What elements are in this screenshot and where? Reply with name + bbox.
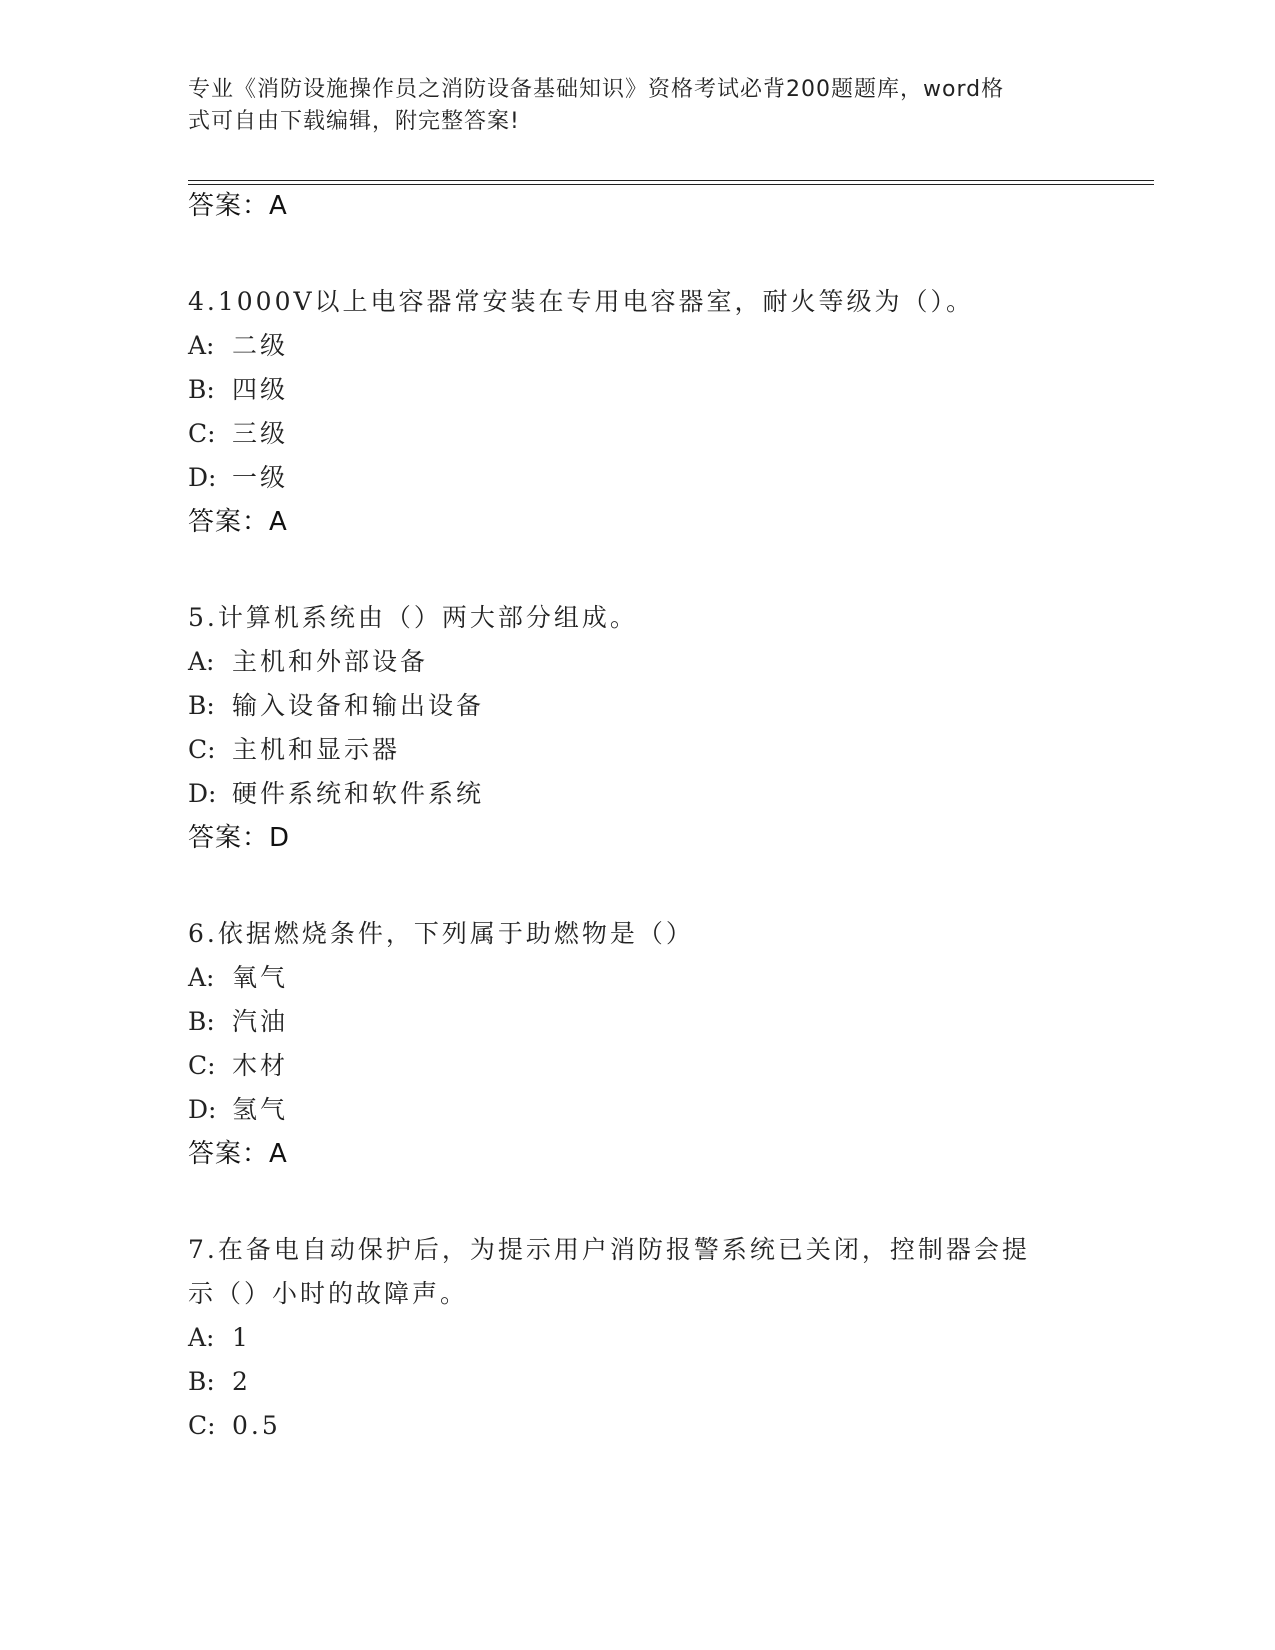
- option-letter: A:: [188, 647, 215, 676]
- question-5-stem: 5.计算机系统由（）两大部分组成。: [188, 603, 638, 632]
- previous-answer: 答案：A: [188, 191, 288, 221]
- question-5-option-c: [188, 734, 400, 766]
- document-header: [188, 74, 1068, 138]
- option-letter: B:: [188, 1007, 215, 1036]
- option-text: 硬件系统和软件系统: [232, 779, 485, 808]
- question-7-stem-line-2: 示（）小时的故障声。: [188, 1279, 469, 1308]
- question-4-option-d: [188, 462, 288, 494]
- option-text: 主机和显示器: [232, 735, 401, 764]
- header-line-2: 式可自由下载编辑，附完整答案!: [188, 109, 520, 134]
- option-text: 1: [232, 1323, 251, 1352]
- option-text: 一级: [232, 463, 289, 492]
- option-letter: D:: [188, 463, 217, 492]
- option-letter: B:: [188, 1367, 215, 1396]
- question-5-option-d: [188, 778, 484, 810]
- option-letter: C:: [188, 1051, 216, 1080]
- option-text: 木材: [232, 1051, 289, 1080]
- option-letter: C:: [188, 735, 216, 764]
- option-text: 0.5: [232, 1411, 281, 1440]
- option-letter: B:: [188, 375, 215, 404]
- question-7-option-b: [188, 1366, 251, 1398]
- option-text: 氧气: [232, 963, 289, 992]
- question-7-stem-line-1: 7.在备电自动保护后，为提示用户消防报警系统已关闭，控制器会提: [188, 1235, 1030, 1264]
- question-4-option-b: [188, 374, 288, 406]
- question-4-option-a: [188, 330, 288, 362]
- option-text: 汽油: [232, 1007, 289, 1036]
- question-4-stem: 4.1000V以上电容器常安装在专用电容器室，耐火等级为（）。: [188, 287, 975, 316]
- option-text: 2: [232, 1367, 251, 1396]
- question-4-option-c: [188, 418, 288, 450]
- header-line-1: 专业《消防设施操作员之消防设备基础知识》资格考试必背200题题库，word格: [188, 77, 1005, 102]
- question-5-option-a: [188, 646, 428, 678]
- question-5-option-b: [188, 690, 484, 722]
- option-letter: B:: [188, 691, 215, 720]
- question-6-option-d: [188, 1094, 288, 1126]
- option-letter: C:: [188, 1411, 216, 1440]
- option-text: 三级: [232, 419, 289, 448]
- header-divider-top: [188, 180, 1154, 181]
- question-6-option-a: [188, 962, 288, 994]
- question-6-stem: 6.依据燃烧条件，下列属于助燃物是（）: [188, 919, 694, 948]
- question-7-option-c: [188, 1410, 281, 1442]
- question-6-answer: 答案：A: [188, 1139, 288, 1169]
- option-letter: A:: [188, 331, 215, 360]
- option-letter: D:: [188, 1095, 217, 1124]
- option-letter: A:: [188, 963, 215, 992]
- option-text: 二级: [232, 331, 289, 360]
- option-text: 输入设备和输出设备: [232, 691, 485, 720]
- option-text: 氢气: [232, 1095, 289, 1124]
- question-6-option-c: [188, 1050, 288, 1082]
- question-4-answer: 答案：A: [188, 507, 288, 537]
- option-text: 主机和外部设备: [232, 647, 429, 676]
- option-text: 四级: [232, 375, 289, 404]
- option-letter: D:: [188, 779, 217, 808]
- question-5-answer: 答案：D: [188, 823, 291, 853]
- header-divider-bottom: [188, 184, 1154, 185]
- question-7-option-a: [188, 1322, 251, 1354]
- option-letter: A:: [188, 1323, 215, 1352]
- question-6-option-b: [188, 1006, 288, 1038]
- option-letter: C:: [188, 419, 216, 448]
